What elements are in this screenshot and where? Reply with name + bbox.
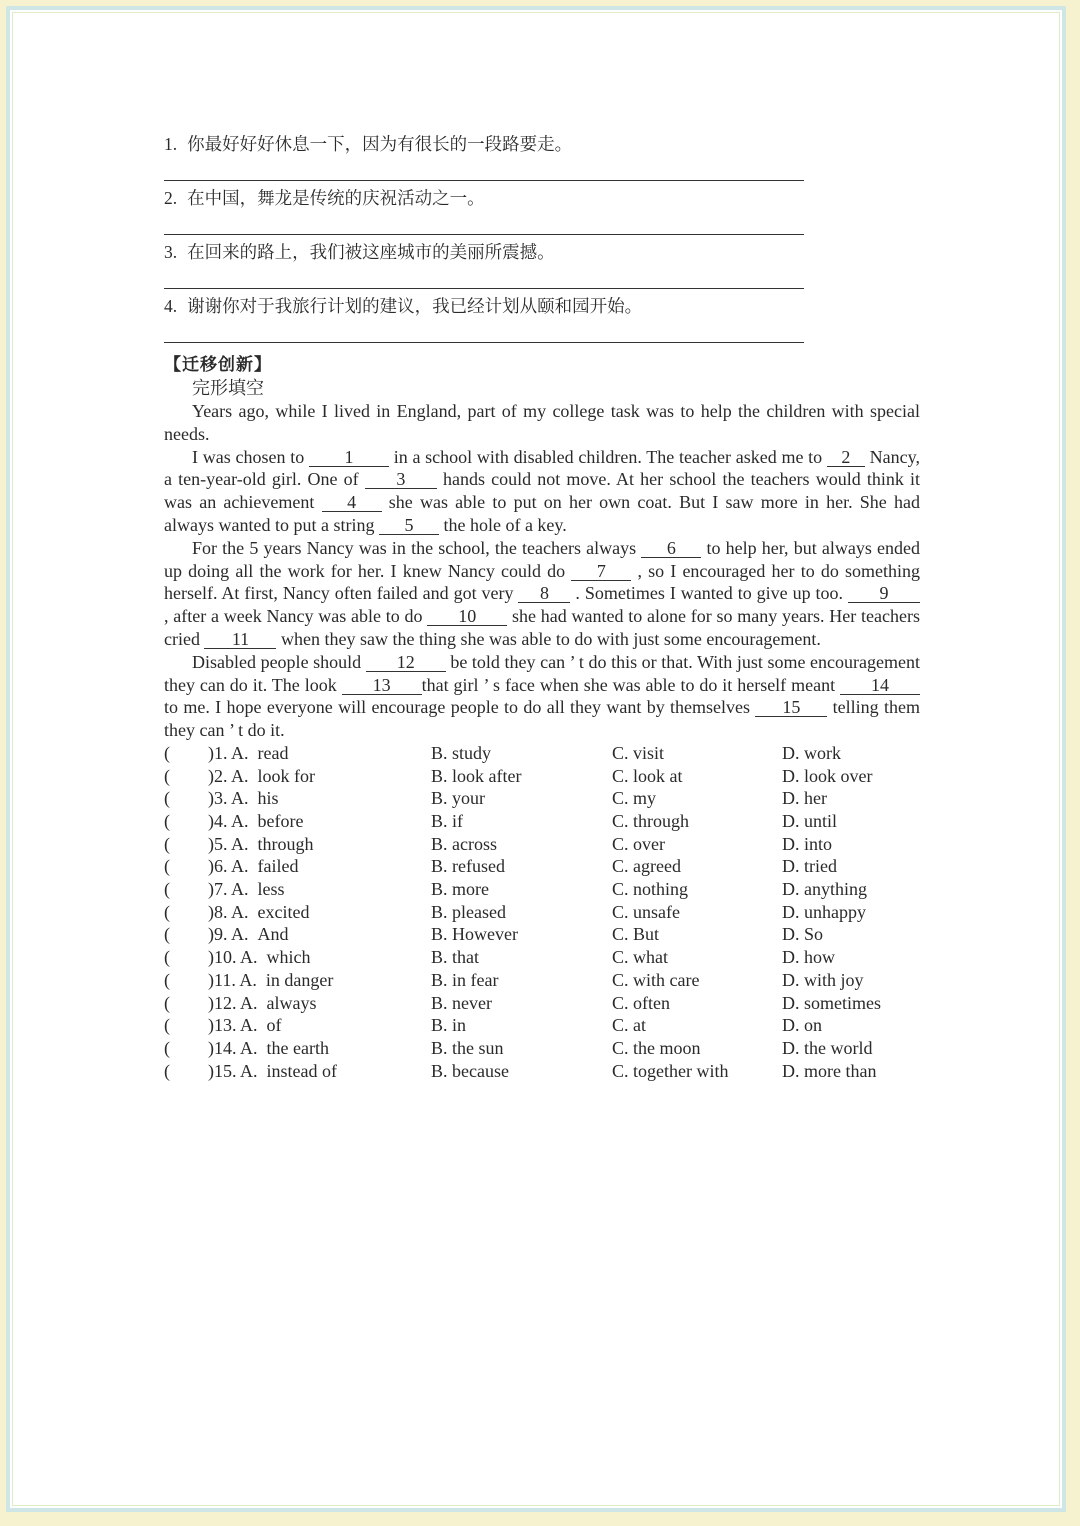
blank-11[interactable]: 11 xyxy=(204,631,276,649)
translation-number: 1. xyxy=(164,134,178,154)
option-a: always xyxy=(266,992,317,1013)
blank-12[interactable]: 12 xyxy=(366,654,446,672)
answer-paren[interactable]: ( xyxy=(164,969,170,990)
question-number-text: )15. A. xyxy=(208,1060,258,1081)
question-number-text: )14. A. xyxy=(208,1037,258,1058)
option-a: less xyxy=(257,879,285,900)
passage-text: , so I encouraged her to do something herself. At first, Nancy often failed and got very xyxy=(164,560,921,604)
option-row-3 xyxy=(164,787,920,810)
answer-paren[interactable]: ( xyxy=(164,992,170,1013)
question-number xyxy=(208,787,279,810)
translation-number: 3. xyxy=(164,242,178,262)
question-number xyxy=(208,923,289,946)
option-c: C. nothing xyxy=(612,879,689,900)
option-d: D. work xyxy=(782,742,841,763)
answer-paren[interactable]: ( xyxy=(164,833,170,854)
translation-text: 谢谢你对于我旅行计划的建议，我已经计划从颐和园开始。 xyxy=(187,296,643,316)
option-b: B. refused xyxy=(431,856,505,877)
option-d: D. her xyxy=(782,788,827,809)
passage-text: be told they can ’ t do this or that. With just some encouragement they can do it. The look xyxy=(164,651,920,695)
question-number-text: )5. A. xyxy=(208,833,249,854)
passage-paragraph xyxy=(164,537,920,651)
question-number xyxy=(208,1014,282,1037)
blank-6[interactable]: 6 xyxy=(641,540,701,558)
option-a: failed xyxy=(257,856,299,877)
option-a: instead of xyxy=(266,1060,337,1081)
passage-text: . Sometimes I wanted to give up too. xyxy=(570,583,849,604)
option-a: read xyxy=(257,742,289,763)
translation-text: 你最好好好休息一下，因为有很长的一段路要走。 xyxy=(187,134,573,154)
answer-line[interactable] xyxy=(164,180,804,181)
option-c: C. through xyxy=(612,811,690,832)
blank-13[interactable]: 13 xyxy=(342,677,422,695)
question-number xyxy=(208,946,311,969)
passage-text: Nancy, a ten-year-old girl. One of xyxy=(164,446,920,490)
option-row-12 xyxy=(164,992,920,1015)
translation-item xyxy=(164,236,920,290)
question-number-text: )3. A. xyxy=(208,788,249,809)
question-number xyxy=(208,1060,337,1083)
option-c: C. But xyxy=(612,924,660,945)
option-c: C. over xyxy=(612,833,665,854)
passage-paragraph xyxy=(164,651,920,742)
cloze-passage xyxy=(164,400,920,742)
answer-paren[interactable]: ( xyxy=(164,879,170,900)
option-a: the earth xyxy=(266,1037,329,1058)
option-b: B. the sun xyxy=(431,1037,504,1058)
answer-line[interactable] xyxy=(164,234,804,235)
answer-paren[interactable]: ( xyxy=(164,1060,170,1081)
passage-text: she was able to put on her own coat. But I saw more in her. She had always wanted to put a string xyxy=(164,492,920,535)
option-d: D. on xyxy=(782,1015,822,1036)
question-number xyxy=(208,878,285,901)
blank-14[interactable]: 14 xyxy=(840,677,920,695)
question-number-text: )13. A. xyxy=(208,1015,258,1036)
option-c: C. what xyxy=(612,947,668,968)
question-number xyxy=(208,855,298,878)
question-number xyxy=(208,765,315,788)
option-a: before xyxy=(257,811,304,832)
passage-text: telling them they can ’ t do it. xyxy=(164,697,920,741)
option-a: look for xyxy=(257,765,315,786)
option-c: C. visit xyxy=(612,742,665,763)
option-row-11 xyxy=(164,969,920,992)
question-number-text: )12. A. xyxy=(208,992,258,1013)
option-b: B. more xyxy=(431,879,489,900)
option-d: D. unhappy xyxy=(782,901,866,922)
option-row-5 xyxy=(164,833,920,856)
translation-item xyxy=(164,290,920,344)
option-c: C. look at xyxy=(612,765,683,786)
passage-text: to me. I hope everyone will encourage people to do all they want by themselves xyxy=(164,697,756,718)
blank-9[interactable]: 9 xyxy=(848,585,920,603)
option-b: B. in fear xyxy=(431,969,499,990)
question-number-text: )1. A. xyxy=(208,742,249,763)
section-title: 【迁移创新】 xyxy=(164,355,272,375)
option-b: B. if xyxy=(431,811,464,832)
question-number xyxy=(208,742,288,765)
option-row-13 xyxy=(164,1014,920,1037)
answer-paren[interactable]: ( xyxy=(164,765,170,786)
blank-15[interactable]: 15 xyxy=(755,699,827,717)
translation-item xyxy=(164,128,920,182)
option-d: D. look over xyxy=(782,765,873,786)
passage-text: to help her, but always ended up doing all the work for her. I knew Nancy could do xyxy=(164,537,920,581)
option-row-15 xyxy=(164,1060,920,1083)
option-a: his xyxy=(257,788,279,809)
option-a: which xyxy=(266,947,311,968)
option-d: D. tried xyxy=(782,856,837,877)
answer-line[interactable] xyxy=(164,342,804,343)
option-row-9 xyxy=(164,923,920,946)
answer-paren[interactable]: ( xyxy=(164,742,170,763)
option-b: B. because xyxy=(431,1060,509,1081)
answer-paren[interactable]: ( xyxy=(164,901,170,922)
translation-item xyxy=(164,182,920,236)
option-b: B. across xyxy=(431,833,497,854)
option-a: of xyxy=(266,1015,282,1036)
answer-paren[interactable]: ( xyxy=(164,856,170,877)
option-b: B. your xyxy=(431,788,485,809)
option-b: B. that xyxy=(431,947,479,968)
question-number-text: )8. A. xyxy=(208,901,249,922)
passage-text: the hole of a key. xyxy=(438,514,567,535)
question-number xyxy=(208,992,316,1015)
option-row-14 xyxy=(164,1037,920,1060)
question-number-text: )4. A. xyxy=(208,811,249,832)
option-c: C. often xyxy=(612,992,670,1013)
option-c: C. the moon xyxy=(612,1037,701,1058)
option-b: B. look after xyxy=(431,765,522,786)
blank-4[interactable]: 4 xyxy=(322,494,382,512)
question-number-text: )11. A. xyxy=(208,969,257,990)
option-a: And xyxy=(257,924,289,945)
answer-paren[interactable]: ( xyxy=(164,924,170,945)
worksheet-content xyxy=(164,128,920,1082)
option-d: D. into xyxy=(782,833,833,854)
option-b: B. pleased xyxy=(431,901,506,922)
blank-5[interactable]: 5 xyxy=(379,517,439,535)
answer-line[interactable] xyxy=(164,288,804,289)
passage-text: Years ago, while I lived in England, part of my college task was to help the children with special needs. xyxy=(164,401,920,444)
answer-paren[interactable]: ( xyxy=(164,947,170,968)
option-d: D. until xyxy=(782,811,838,832)
passage-text: in a school with disabled children. The teacher asked me to xyxy=(388,446,827,467)
blank-1[interactable]: 1 xyxy=(309,449,389,467)
answer-paren[interactable]: ( xyxy=(164,788,170,809)
answer-paren[interactable]: ( xyxy=(164,811,170,832)
option-c: C. together with xyxy=(612,1060,729,1081)
passage-text: hands could not move. At her school the teachers would think it was an achievement xyxy=(164,469,921,513)
option-b: B. never xyxy=(431,992,492,1013)
question-number-text: )2. A. xyxy=(208,765,249,786)
blank-3[interactable]: 3 xyxy=(365,471,437,489)
passage-text: I was chosen to xyxy=(192,446,309,467)
blank-7[interactable]: 7 xyxy=(571,563,631,581)
option-row-10 xyxy=(164,946,920,969)
option-c: C. my xyxy=(612,788,657,809)
option-c: C. at xyxy=(612,1015,646,1036)
passage-text: that girl ’ s face when she was able to do it herself meant xyxy=(421,674,840,695)
question-number xyxy=(208,1037,329,1060)
option-d: D. with joy xyxy=(782,969,864,990)
question-number-text: )10. A. xyxy=(208,947,258,968)
option-b: B. in xyxy=(431,1015,467,1036)
answer-paren[interactable]: ( xyxy=(164,1015,170,1036)
option-d: D. So xyxy=(782,924,824,945)
option-row-8 xyxy=(164,901,920,924)
question-number xyxy=(208,810,303,833)
cloze-subtitle: 完形填空 xyxy=(192,378,264,398)
question-number xyxy=(208,901,309,924)
passage-text: she had wanted to alone for so many years. Her teachers cried xyxy=(164,606,921,649)
option-row-6 xyxy=(164,855,920,878)
question-number-text: )7. A. xyxy=(208,879,249,900)
option-d: D. how xyxy=(782,947,835,968)
option-c: C. with care xyxy=(612,969,700,990)
translation-number: 4. xyxy=(164,296,178,316)
passage-text: For the 5 years Nancy was in the school, the teachers always xyxy=(192,537,642,558)
option-b: B. However xyxy=(431,924,518,945)
option-row-1 xyxy=(164,742,920,765)
question-number xyxy=(208,969,333,992)
passage-text: when they saw the thing she was able to do with just some encouragement. xyxy=(276,628,821,649)
option-a: in danger xyxy=(265,969,334,990)
answer-paren[interactable]: ( xyxy=(164,1037,170,1058)
option-d: D. the world xyxy=(782,1037,873,1058)
option-d: D. more than xyxy=(782,1060,877,1081)
answer-options xyxy=(164,742,920,1082)
passage-paragraph xyxy=(164,446,920,537)
passage-text: , after a week Nancy was able to do xyxy=(164,606,428,627)
option-a: through xyxy=(257,833,314,854)
option-row-4 xyxy=(164,810,920,833)
passage-paragraph xyxy=(164,400,920,446)
option-row-7 xyxy=(164,878,920,901)
option-c: C. agreed xyxy=(612,856,681,877)
option-row-2 xyxy=(164,765,920,788)
option-d: D. anything xyxy=(782,879,867,900)
translation-text: 在回来的路上，我们被这座城市的美丽所震撼。 xyxy=(187,242,555,262)
question-number xyxy=(208,833,314,856)
question-number-text: )6. A. xyxy=(208,856,249,877)
translation-number: 2. xyxy=(164,188,178,208)
option-b: B. study xyxy=(431,742,492,763)
option-d: D. sometimes xyxy=(782,992,881,1013)
blank-8[interactable]: 8 xyxy=(518,585,570,603)
translation-text: 在中国，舞龙是传统的庆祝活动之一。 xyxy=(187,188,485,208)
blank-10[interactable]: 10 xyxy=(427,608,507,626)
option-c: C. unsafe xyxy=(612,901,680,922)
option-a: excited xyxy=(257,901,310,922)
blank-2[interactable]: 2 xyxy=(827,449,865,467)
question-number-text: )9. A. xyxy=(208,924,249,945)
passage-text: Disabled people should xyxy=(192,651,366,672)
